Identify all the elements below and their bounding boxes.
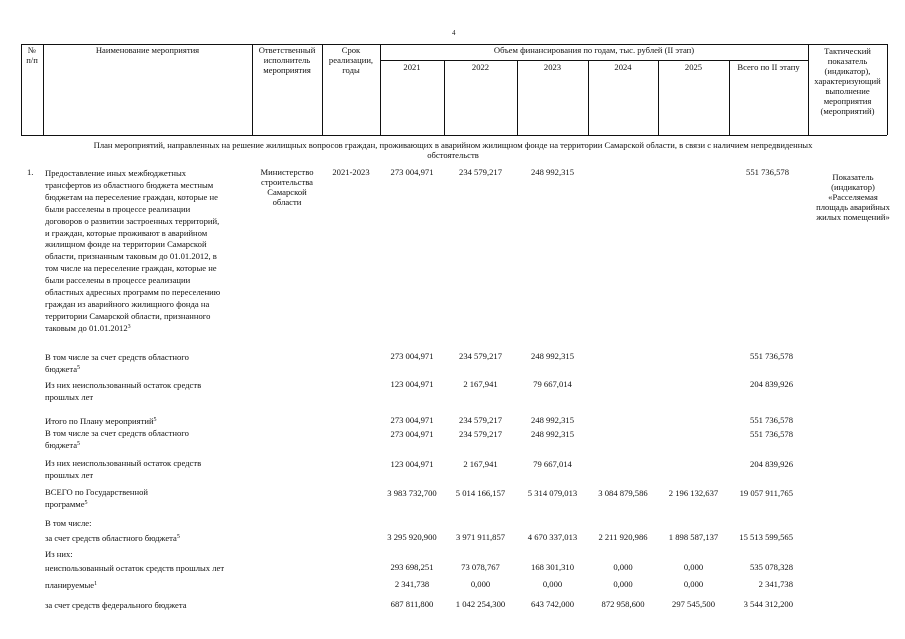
- row-value-2021: 3 295 920,900: [387, 532, 437, 542]
- row-value-2022: 1 042 254,300: [455, 599, 506, 609]
- item1-responsible: Министерство строительства Самарской области: [260, 167, 314, 207]
- item1-description: [45, 168, 220, 335]
- row-total: 15 513 599,565: [739, 532, 793, 542]
- col-divider-4: [380, 44, 381, 135]
- row-label-text: ВСЕГО по Государственной программе: [45, 487, 149, 509]
- row-value-2024: 0,000: [613, 579, 633, 589]
- header-indicator: Тактический показатель (индикатор), характеризующий выполнение мероприятия (мероприятий): [814, 46, 881, 116]
- row-label: [45, 416, 157, 428]
- row-label-text: Итого по Плану мероприятий: [45, 416, 154, 426]
- row-value-2021: 123 004,971: [390, 379, 434, 389]
- row-value-2023: 5 314 079,013: [527, 488, 578, 498]
- header-year-2021: 2021: [403, 62, 421, 72]
- row-label-text: за счет средств областного бюджета: [45, 533, 177, 543]
- row-label-text: Из них:: [45, 549, 73, 559]
- row-value-2025: 297 545,500: [672, 599, 715, 609]
- header-year-2023: 2023: [543, 62, 562, 72]
- item1-value-2021: 273 004,971: [390, 167, 434, 177]
- row-value-2024: 872 958,600: [601, 599, 645, 609]
- row-total: 204 839,926: [750, 379, 793, 389]
- header-responsible: Ответственный исполнитель мероприятия: [258, 45, 316, 75]
- row-value-2021: 273 004,971: [390, 415, 434, 425]
- row-total: 204 839,926: [750, 459, 793, 469]
- row-label-text: В том числе:: [45, 518, 92, 528]
- col-divider-1: [43, 44, 44, 135]
- item1-sup: 3: [127, 323, 131, 330]
- row-value-2023: 248 992,315: [531, 429, 574, 439]
- row-label-text: за счет средств федерального бюджета: [45, 600, 187, 610]
- row-value-2023: 79 667,014: [533, 459, 572, 469]
- header-num: № п/п: [26, 45, 38, 65]
- row-value-2024: 0,000: [613, 562, 633, 572]
- row-label: [45, 458, 201, 481]
- row-value-2024: 2 211 920,986: [598, 532, 648, 542]
- row-value-2023: 168 301,310: [531, 562, 574, 572]
- row-label-sup: 5: [84, 499, 88, 506]
- row-value-2023: 0,000: [542, 579, 563, 589]
- row-value-2022: 0,000: [470, 579, 491, 589]
- row-label: [45, 600, 187, 612]
- row-value-2021: 273 004,971: [390, 429, 434, 439]
- row-label-text: Из них неиспользованный остаток средств прошлых лет: [45, 458, 202, 480]
- item1-indicator: Показатель (индикатор) «Расселяемая площадь аварийных жилых помещений»: [816, 172, 890, 222]
- row-value-2025: 0,000: [683, 579, 704, 589]
- row-label: [45, 549, 73, 561]
- item1-value-2023: 248 992,315: [531, 167, 574, 177]
- row-value-2025: 1 898 587,137: [668, 532, 719, 542]
- item1-text: Предоставление иных межбюджетных трансфертов из областного бюджета местным бюджетам на переселение граждан, которые не были расселены в процессе реализации договоров о развитии застроенных территорий, и граждан, которые проживают в аварийном жилищном фонде на территории Самарской области, признанным таковым до 01.01.2012, в том числе на переселение граждан, которые не были расселены в процессе реализации областных адресных программ по переселению граждан из аварийного жилищного фонда на территории Самарской области, признанного таковым до 01.01.2012: [45, 168, 221, 333]
- row-label-sup: 5: [153, 417, 157, 423]
- row-value-2022: 234 579,217: [459, 351, 502, 361]
- row-value-2023: 4 670 337,013: [527, 532, 578, 542]
- row-label-text: Из них неиспользованный остаток средств прошлых лет: [45, 380, 202, 402]
- header-year-2024: 2024: [614, 62, 632, 72]
- row-total: 535 078,328: [750, 562, 793, 572]
- row-value-2022: 234 579,217: [459, 429, 502, 439]
- row-value-2025: 2 196 132,637: [668, 488, 719, 498]
- row-label-text: планируемые: [45, 580, 95, 590]
- row-value-2021: 2 341,738: [394, 579, 430, 589]
- row-value-2022: 2 167,941: [463, 379, 498, 389]
- row-label: [45, 352, 189, 375]
- row-value-2023: 248 992,315: [531, 351, 574, 361]
- header-funding: Объем финансирования по годам, тыс. рублей (II этап): [493, 45, 695, 55]
- row-value-2024: 3 084 879,586: [598, 488, 648, 498]
- row-value-2022: 234 579,217: [459, 415, 502, 425]
- row-total: 551 736,578: [750, 351, 793, 361]
- header-year-2022: 2022: [471, 62, 490, 72]
- header-right-border: [887, 44, 888, 135]
- row-label-text: неиспользованный остаток средств прошлых лет: [45, 563, 225, 573]
- row-total: 551 736,578: [750, 415, 793, 425]
- header-name: Наименование мероприятия: [95, 45, 200, 55]
- row-value-2021: 3 983 732,700: [387, 488, 437, 498]
- row-label-text: В том числе за счет средств областного бюджета: [45, 428, 189, 450]
- item1-term: 2021-2023: [332, 167, 370, 177]
- row-value-2021: 123 004,971: [390, 459, 434, 469]
- row-total: 3 544 312,200: [743, 599, 793, 609]
- item1-value-2022: 234 579,217: [459, 167, 502, 177]
- row-label-sup: 1: [94, 581, 98, 587]
- row-label: [45, 563, 224, 575]
- row-value-2021: 687 811,800: [390, 599, 434, 609]
- page-number: 4: [452, 29, 456, 37]
- row-label-sup: 5: [176, 534, 180, 540]
- row-total: 19 057 911,765: [739, 488, 793, 498]
- header-total: Всего по II этапу: [737, 62, 800, 72]
- header-term: Срок реализации, годы: [328, 45, 374, 75]
- row-value-2023: 79 667,014: [533, 379, 572, 389]
- row-label: [45, 487, 148, 510]
- item1-number: 1.: [27, 167, 34, 177]
- row-label-sup: 5: [77, 440, 81, 447]
- row-value-2021: 293 698,251: [390, 562, 434, 572]
- row-label-sup: 5: [77, 364, 81, 371]
- row-label: [45, 533, 180, 545]
- header-year-2025: 2025: [684, 62, 703, 72]
- row-label: [45, 518, 91, 530]
- row-value-2025: 0,000: [683, 562, 704, 572]
- row-label-text: В том числе за счет средств областного бюджета: [45, 352, 189, 374]
- row-value-2023: 248 992,315: [531, 415, 574, 425]
- row-value-2022: 73 078,767: [461, 562, 500, 572]
- row-label: [45, 380, 201, 403]
- row-value-2022: 5 014 166,157: [455, 488, 506, 498]
- header-bottom-border: [21, 135, 887, 136]
- row-total: 551 736,578: [750, 429, 793, 439]
- row-value-2022: 2 167,941: [463, 459, 498, 469]
- row-value-2023: 643 742,000: [531, 599, 574, 609]
- row-total: 2 341,738: [758, 579, 793, 589]
- row-label: [45, 428, 189, 451]
- row-label: [45, 580, 97, 592]
- item1-total: 551 736,578: [746, 167, 789, 177]
- row-value-2021: 273 004,971: [390, 351, 434, 361]
- plan-title: План мероприятий, направленных на решение жилищных вопросов граждан, проживающих в аварийном жилищном фонде на территории Самарской области, в связи с наличием непредвиденных обстоятельств: [93, 140, 813, 160]
- row-value-2022: 3 971 911,857: [455, 532, 506, 542]
